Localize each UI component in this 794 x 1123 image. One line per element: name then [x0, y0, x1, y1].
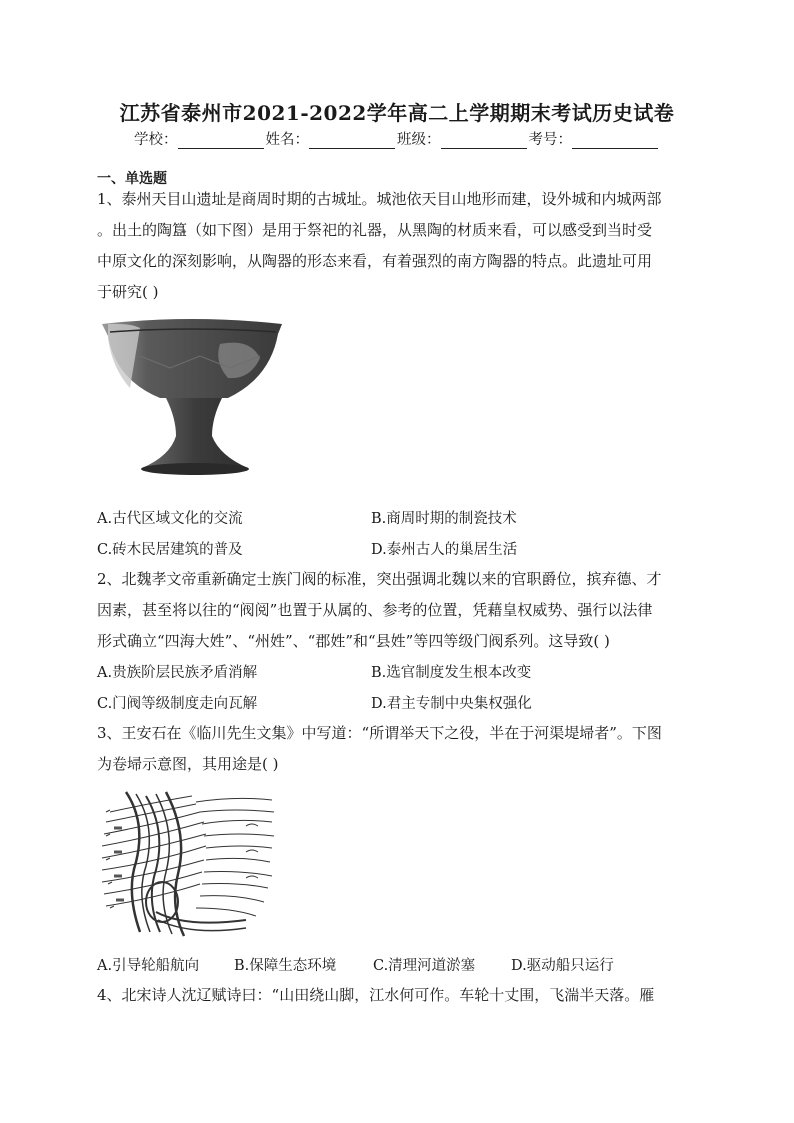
- question-1-stem: [97, 184, 699, 308]
- student-info-line: [0, 128, 794, 149]
- question-4-line: 4、北宋诗人沈辽赋诗曰：“山田绕山脚，江水何可作。车轮十丈围，飞湍半天落。雁: [97, 986, 655, 1004]
- question-3-line: 3、王安石在《临川先生文集》中写道：“所谓举天下之役，半在于河渠堤埽者”。下图: [97, 724, 662, 742]
- class-blank[interactable]: [441, 135, 527, 149]
- question-1-line: 中原文化的深刻影响，从陶器的形态来看，有着强烈的南方陶器的特点。此遗址可用: [97, 252, 653, 270]
- option-c[interactable]: C.砖木民居建筑的普及: [97, 542, 243, 558]
- option-d[interactable]: D.君主专制中央集权强化: [371, 696, 532, 712]
- question-2-stem: [97, 564, 699, 657]
- option-b[interactable]: B.选官制度发生根本改变: [371, 665, 532, 681]
- question-2-options: [97, 661, 699, 683]
- school-label: 学校：: [134, 132, 178, 148]
- option-c[interactable]: C.门阀等级制度走向瓦解: [97, 696, 258, 712]
- question-1-line: 1、泰州天目山遗址是商周时期的古城址。城池依天目山地形而建，设外城和内城两部: [97, 190, 662, 208]
- question-3-stem: [97, 718, 699, 780]
- question-3-line: 为卷埽示意图，其用途是( ): [97, 755, 279, 773]
- option-c[interactable]: C.清理河道淤塞: [373, 958, 476, 974]
- option-d[interactable]: D.泰州古人的巢居生活: [371, 542, 518, 558]
- option-b[interactable]: B.保障生态环境: [234, 958, 337, 974]
- question-2-line: 形式确立“四海大姓”、“州姓”、“郡姓”和“县姓”等四等级门阀系列。这导致( ): [97, 632, 610, 650]
- name-label: 姓名：: [265, 132, 309, 148]
- question-1-options: [97, 507, 699, 529]
- option-a[interactable]: A.引导轮船航向: [97, 958, 200, 974]
- juansao-diagram-image: [96, 782, 282, 940]
- pottery-gui-image: [100, 318, 284, 482]
- question-2-line: 2、北魏孝文帝重新确定士族门阀的标准，突出强调北魏以来的官职爵位，摈弃德、才: [97, 570, 662, 588]
- class-label: 班级：: [397, 132, 441, 148]
- option-b[interactable]: B.商周时期的制瓷技术: [371, 511, 517, 527]
- option-d[interactable]: D.驱动船只运行: [511, 958, 614, 974]
- exam-title: 江苏省泰州市2021-2022学年高二上学期期末考试历史试卷: [119, 101, 675, 125]
- school-blank[interactable]: [178, 135, 264, 149]
- question-2-options: [97, 692, 699, 714]
- number-blank[interactable]: [572, 135, 658, 149]
- question-1-line: 。出土的陶簋（如下图）是用于祭祀的礼器，从黑陶的材质来看，可以感受到当时受: [97, 221, 653, 239]
- question-2-line: 因素，甚至将以往的“阀阅”也置于从属的、参考的位置，凭藉皇权威势、强行以法律: [97, 601, 653, 619]
- question-4-stem: [97, 980, 699, 1011]
- question-1-line: 于研究( ): [97, 283, 159, 301]
- question-3-options: [97, 954, 699, 976]
- section-heading: 一、单选题: [97, 171, 167, 187]
- option-a[interactable]: A.贵族阶层民族矛盾消解: [97, 665, 258, 681]
- question-1-options: [97, 538, 699, 560]
- number-label: 考号：: [528, 132, 572, 148]
- option-a[interactable]: A.古代区域文化的交流: [97, 511, 243, 527]
- name-blank[interactable]: [309, 135, 395, 149]
